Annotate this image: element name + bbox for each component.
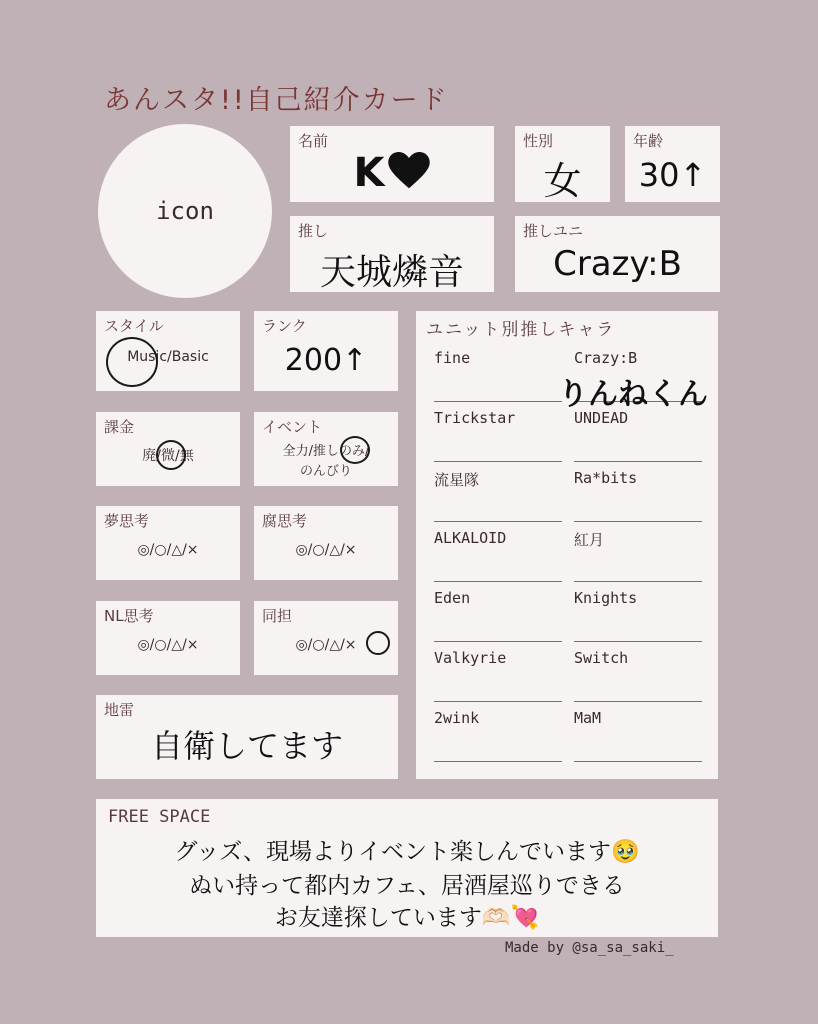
unit-underline [574,581,702,582]
event-value-line2: のんびり [299,464,352,479]
jirai-label: 地雷 [104,701,135,719]
selection-circle [366,631,390,655]
icon-placeholder-text: icon [156,197,214,225]
unit-underline [574,461,702,462]
event-value-line1: 全力/推しのみ/ [282,444,370,459]
jirai-box [96,695,398,779]
unit-name: 2wink [434,709,480,727]
nl-label: NL思考 [104,607,154,625]
nl-value: ◎/○/△/× [137,637,199,653]
unit-name: MaM [574,709,602,727]
rank-box [254,311,398,391]
oshi-unit-value: Crazy:B [553,244,682,284]
oshi-box [290,216,494,292]
name-value-wrap [290,150,494,196]
fu-label: 腐思考 [262,512,308,530]
unit-name: UNDEAD [574,409,629,427]
unit-underline [574,641,702,642]
kakin-label: 課金 [104,418,135,436]
credit-text: Made by @sa_sa_saki_ [505,940,674,956]
selection-circle [156,440,186,470]
yume-value: ◎/○/△/× [137,542,199,558]
fu-value: ◎/○/△/× [295,542,357,558]
unit-underline [434,401,562,402]
fu-box [254,506,398,580]
rank-value: 200↑ [284,343,368,378]
unit-underline [574,521,702,522]
heart-icon [387,152,431,190]
oshi-label: 推し [298,222,329,240]
unit-underline [434,641,562,642]
unit-name: Knights [574,589,638,607]
name-box [290,126,494,202]
name-value: K [353,150,385,196]
unit-underline [574,761,702,762]
event-label: イベント [262,418,323,436]
oshi-unit-label: 推しユニ [523,222,584,240]
oshi-value: 天城燐音 [319,252,464,293]
oshi-unit-box [515,216,720,292]
style-box [96,311,240,391]
unit-name: Ra*bits [574,469,638,487]
unit-name: Valkyrie [434,649,507,667]
unit-name: 流星隊 [434,471,480,489]
unit-underline [434,521,562,522]
unit-name: Crazy:B [574,349,638,367]
icon-placeholder [98,124,272,298]
unit-name: Switch [574,649,629,667]
unit-oshi-box [416,311,718,779]
free-space-line2: ぬい持って都内カフェ、居酒屋巡りできる [189,873,625,899]
selection-circle [340,436,370,464]
unit-name: 紅月 [574,531,605,549]
unit-name: fine [434,349,471,367]
yume-box [96,506,240,580]
jirai-value: 自衛してます [150,727,343,765]
free-space-label: FREE SPACE [108,807,211,827]
event-box [254,412,398,486]
yume-label: 夢思考 [104,512,150,530]
unit-name: ALKALOID [434,529,507,547]
handwritten-oshi: りんねくん [558,377,708,412]
card-title: あんスタ!!自己紹介カード [104,85,449,116]
unit-underline [434,701,562,702]
douta-box [254,601,398,675]
age-label: 年齢 [633,132,664,150]
douta-value: ◎/○/△/× [295,637,357,653]
gender-value: 女 [543,159,582,203]
gender-label: 性別 [523,132,554,150]
kakin-box [96,412,240,486]
style-value: Music/Basic [127,349,209,365]
free-space-box [96,799,718,937]
douta-label: 同担 [262,607,293,625]
unit-oshi-title: ユニット別推しキャラ [426,320,616,340]
free-space-line3: お友達探しています🫶🏻💘 [274,905,540,931]
nl-box [96,601,240,675]
name-label: 名前 [298,132,329,150]
unit-underline [434,461,562,462]
age-box [625,126,720,202]
free-space-line1: グッズ、現場よりイベント楽しんでいます🥹 [174,839,640,865]
unit-underline [434,761,562,762]
style-label: スタイル [104,317,164,335]
unit-name: Trickstar [434,409,516,427]
unit-underline [434,581,562,582]
kakin-value: 廃/微/無 [142,448,194,464]
rank-label: ランク [262,317,307,335]
age-value: 30↑ [638,156,707,194]
unit-underline [574,701,702,702]
selection-circle [106,337,158,387]
unit-name: Eden [434,589,471,607]
gender-box [515,126,610,202]
